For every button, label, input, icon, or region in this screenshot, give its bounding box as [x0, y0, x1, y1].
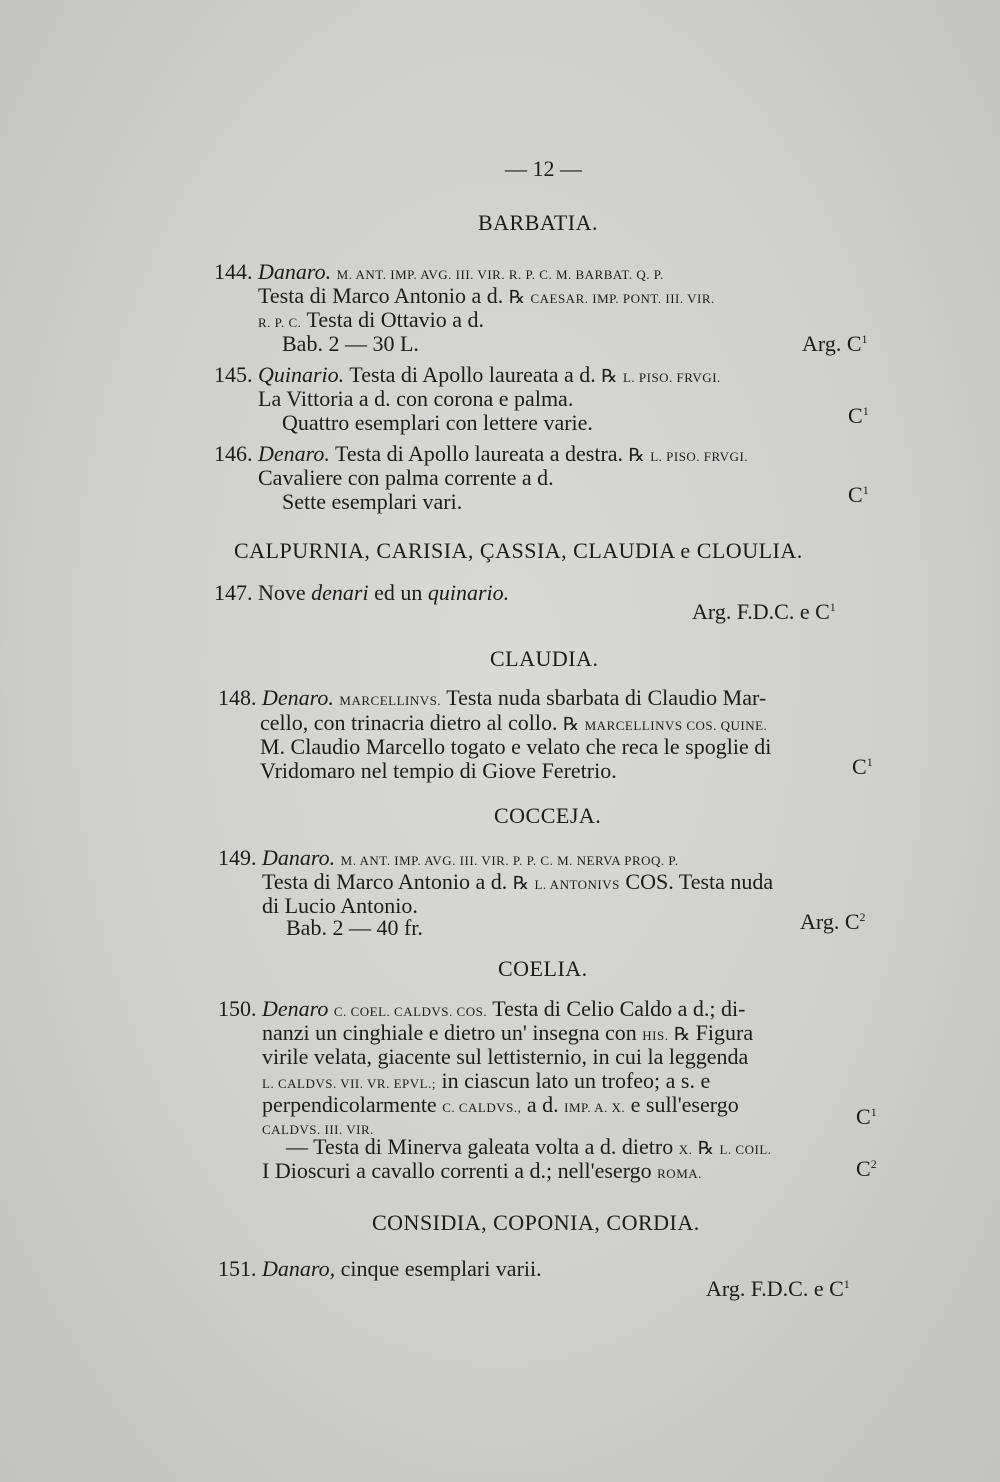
section-heading-considia: CONSIDIA, COPONIA, CORDIA.: [372, 1210, 700, 1235]
description-text: Testa di Ottavio a d.: [306, 307, 484, 332]
legend-text: L. PISO. FRVGI.: [622, 370, 721, 385]
entry-number: 146.: [214, 441, 253, 466]
legend-text: MARCELLINVS COS. QUINE.: [584, 718, 768, 733]
entry-number: 145.: [214, 362, 253, 387]
weight-value: Bab. 2 — 40 fr.: [286, 915, 423, 940]
coin-type: Quinario.: [258, 362, 345, 387]
description-text: Testa nuda sbarbata di Claudio Mar-: [446, 685, 767, 710]
legend-text: L. PISO. FRVGI.: [650, 449, 749, 464]
description-text: Testa di Celio Caldo a d.; di-: [492, 996, 746, 1021]
description-text: di Lucio Antonio.: [262, 893, 418, 918]
legend-text: HIS.: [642, 1028, 669, 1043]
legend-text: M. ANT. IMP. AVG. III. VIR. P. P. C. M. NERVA PROQ. P.: [340, 853, 679, 868]
grade-label: Arg. F.D.C. e $C^1$: [706, 1276, 850, 1301]
legend-text: X.: [678, 1142, 693, 1157]
section-heading-cocceja: COCCEJA.: [494, 803, 602, 828]
coin-type: Danaro.: [262, 845, 336, 870]
entry-number: 151.: [218, 1256, 257, 1281]
section-heading-claudia: CLAUDIA.: [490, 646, 599, 671]
page-number: — 12 —: [505, 156, 582, 181]
coin-type: Denaro.: [258, 441, 330, 466]
legend-text: M. ANT. IMP. AVG. III. VIR. R. P. C. M. BARBAT. Q. P.: [336, 267, 664, 282]
coin-type: Danaro,: [262, 1256, 336, 1281]
grade-label: $C^1$: [856, 1104, 877, 1129]
reverse-symbol: ℞: [628, 445, 645, 465]
description-text: in ciascun lato un trofeo; a s. e: [441, 1068, 711, 1093]
description-text: Quattro esemplari con lettere varie.: [282, 410, 593, 435]
grade-label: $C^1$: [848, 403, 869, 428]
description-text: nanzi un cinghiale e dietro un' insegna con: [262, 1020, 637, 1045]
description-text: Testa di Apollo laureata a d.: [349, 362, 596, 387]
section-heading-calpurnia: CALPURNIA, CARISIA, ÇASSIA, CLAUDIA e CLOULIA.: [234, 538, 803, 563]
description-text: Vridomaro nel tempio di Giove Feretrio.: [260, 758, 617, 783]
legend-text: L. ANTONIVS: [534, 877, 620, 892]
legend-text: CALDVS. III. VIR.: [262, 1122, 374, 1137]
description-text: M. Claudio Marcello togato e velato che reca le spoglie di: [260, 734, 772, 759]
reverse-symbol: ℞: [508, 287, 525, 307]
section-heading-coelia: COELIA.: [498, 956, 588, 981]
description-text: La Vittoria a d. con corona e palma.: [258, 386, 574, 411]
description-text: a d.: [526, 1092, 559, 1117]
reverse-symbol: ℞: [697, 1138, 714, 1158]
description-text: Figura: [695, 1020, 754, 1045]
description-text: Sette esemplari vari.: [282, 489, 463, 514]
entry-number: 150.: [218, 996, 257, 1021]
grade-label: Arg. F.D.C. e $C^1$: [692, 599, 836, 624]
description-text: cinque esemplari varii.: [340, 1256, 542, 1281]
legend-text: L. COIL.: [719, 1142, 772, 1157]
coin-type: Denaro: [262, 996, 329, 1021]
legend-text: MARCELLINVS.: [339, 693, 442, 708]
section-heading-barbatia: BARBATIA.: [478, 210, 599, 235]
legend-text: IMP. A. X.: [564, 1100, 626, 1115]
coin-type: Danaro.: [258, 259, 332, 284]
description-text: perpendicolarmente: [262, 1092, 437, 1117]
entry-number: 144.: [214, 259, 253, 284]
entry-number: 149.: [218, 845, 257, 870]
description-text: cello, con trinacria dietro al collo.: [260, 710, 558, 735]
grade-label: Arg. $C^1$: [802, 331, 868, 356]
description-text: Cavaliere con palma corrente a d.: [258, 465, 554, 490]
entry-number: 148.: [218, 685, 257, 710]
legend-text: R. P. C.: [258, 315, 302, 330]
description-text: I Dioscuri a cavallo correnti a d.; nell'esergo: [262, 1158, 652, 1183]
reverse-symbol: ℞: [512, 873, 529, 893]
weight-value: Bab. 2 — 30 L.: [282, 331, 419, 356]
description-text: — Testa di Minerva galeata volta a d. dietro: [286, 1134, 674, 1159]
grade-label: $C^2$: [856, 1156, 877, 1181]
reverse-symbol: ℞: [601, 366, 618, 386]
legend-text: CAESAR. IMP. PONT. III. VIR.: [530, 291, 715, 306]
description-text: COS. Testa nuda: [625, 869, 774, 894]
legend-text: C. COEL. CALDVS. COS.: [333, 1004, 488, 1019]
grade-label: $C^1$: [848, 482, 869, 507]
description-text: Testa di Marco Antonio a d.: [258, 283, 504, 308]
reverse-symbol: ℞: [562, 714, 580, 734]
reverse-symbol: ℞: [674, 1024, 691, 1044]
grade-label: $C^1$: [852, 754, 873, 779]
description-text: virile velata, giacente sul lettisternio, in cui la leggenda: [262, 1044, 749, 1069]
description-text: e sull'esergo: [630, 1092, 739, 1117]
entry-number: 147.: [214, 580, 253, 605]
description-text: Testa di Marco Antonio a d.: [262, 869, 508, 894]
legend-text: L. CALDVS. VII. VR. EPVL.;: [262, 1076, 436, 1091]
catalogue-page: — 12 — BARBATIA. 144. Danaro. M. ANT. IMP. AVG. III. VIR. R. P. C. M. BARBAT. Q. P. Testa di Marco Antonio a d. ℞ CAESAR. IMP. PONT. III. VIR. R. P. C. Testa di Ottavio a d. Bab. 2 — 30 L. Arg. $C^1$ 145. Quinario. Testa di Apollo laureata a d. ℞ L. PISO. FRVGI. La Vittoria a d. con corona e palma. Quattro esemplari con lettere varie. $C^1$ 146. Denaro. Testa di Apollo laureata a destra. ℞ L. PISO. FRVGI. Cavaliere con palma corrente a d. Sette esemplari vari. $C^1$ CALPURNIA, CARISIA, ÇASSIA, CLAUDIA e CLOULIA. 147. Nove denari ed un quinario. Arg. F.D.C. e $C^1$ CLAUDIA. 148. Denaro. MARCELLINVS. Testa nuda sbarbata di Claudio Mar- cello, con trinacria dietro al collo. ℞ MARCELLINVS COS. QUINE. M. Claudio Marcello togato e velato che reca le spoglie di Vridomaro nel tempio di Giove Feretrio. $C^1$ COCCEJA. 149. Danaro. M. ANT. IMP. AVG. III. VIR. P. P. C. M. NERVA PROQ. P. Testa di Marco Antonio a d. ℞ L. ANTONIVS COS. Testa nuda di Lucio Antonio. Bab. 2 — 40 fr. Arg. $C^2$ COELIA. 150. Denaro C. COEL. CALDVS. COS. Testa di Celio Caldo a d.; di- nanzi un cinghiale e dietro un' insegna con HIS. ℞ Figura virile velata, giacente sul lettisternio, in cui la leggenda L. CALDVS. VII. VR. EPVL.; in ciascun lato un trofeo; a s. e perpendicolarmente C. CALDVS., a d. IMP. A. X. e sull'esergo CALDVS. III. VIR. $C^1$ — Testa di Minerva galeata volta a d. dietro X. ℞ L. COIL. I Dioscuri a cavallo correnti a d.; nell'esergo ROMA. $C^2$ CONSIDIA, COPONIA, CORDIA. 151. Danaro, cinque esemplari varii. Arg. F.D.C. e $C^1$: [0, 0, 1000, 1482]
legend-text: ROMA.: [657, 1166, 702, 1181]
legend-text: C. CALDVS.,: [442, 1100, 522, 1115]
coin-type: Denaro.: [262, 685, 334, 710]
description-text: Testa di Apollo laureata a destra.: [335, 441, 624, 466]
grade-label: Arg. $C^2$: [800, 909, 866, 934]
